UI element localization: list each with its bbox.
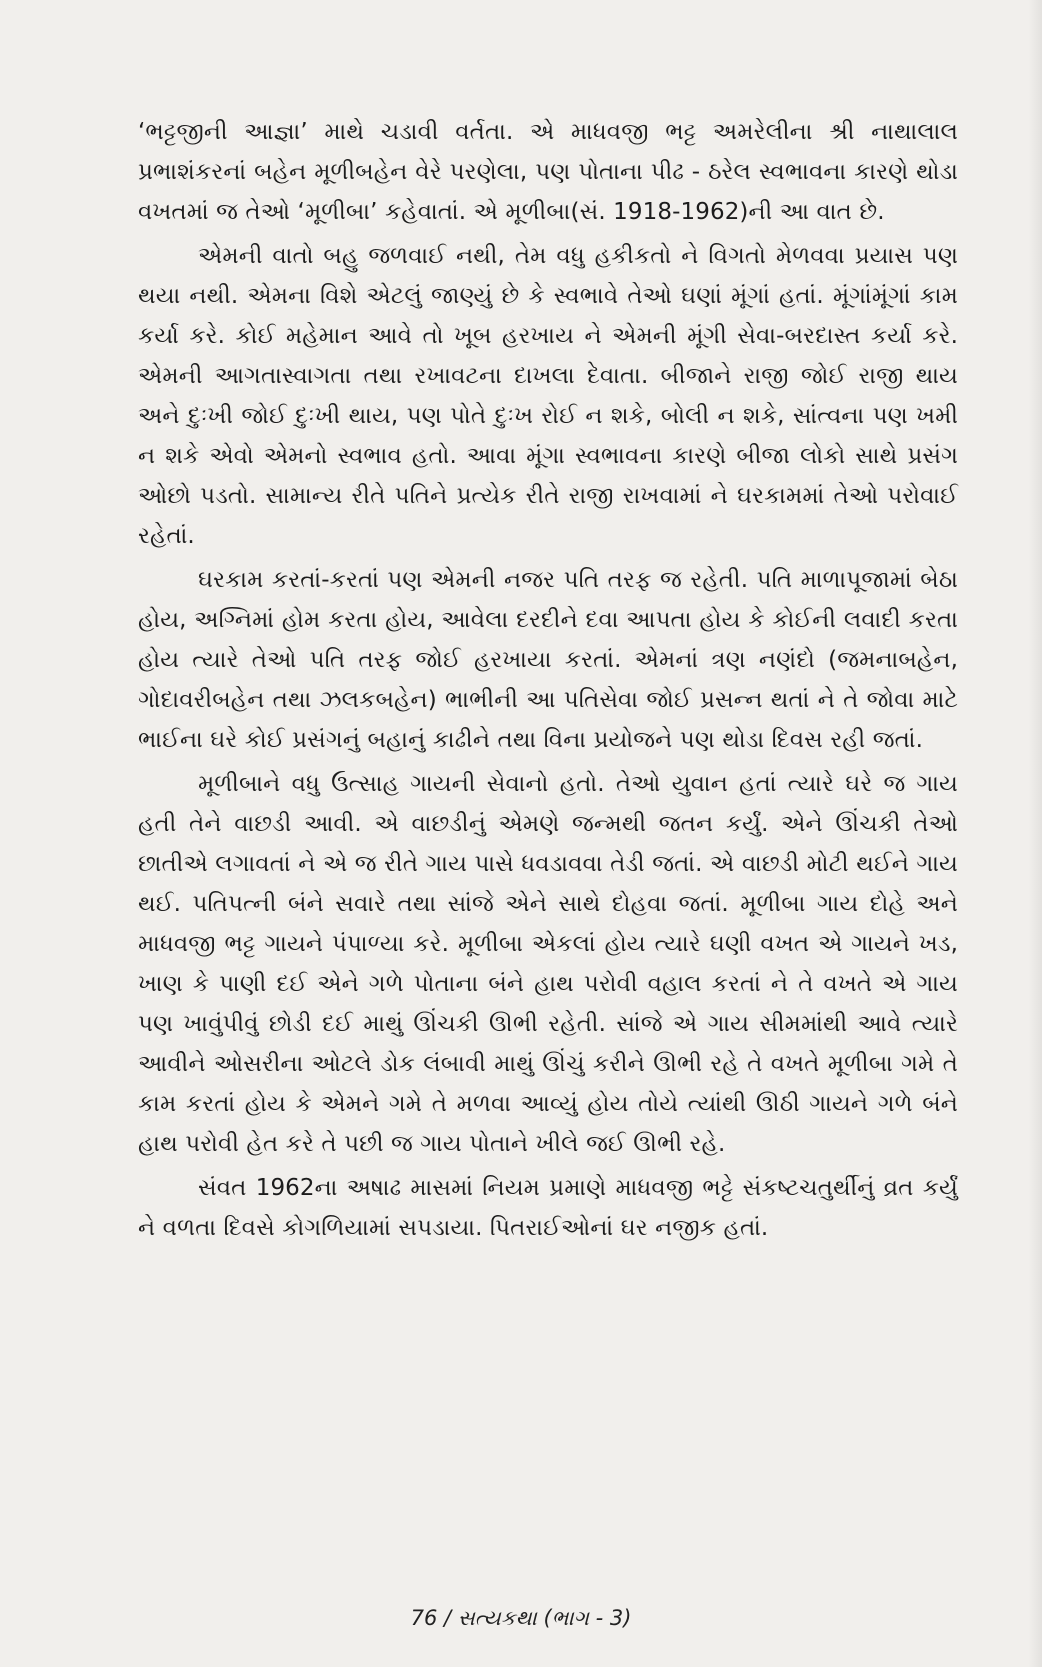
paragraph-5: સંવત 1962ના અષાઢ માસમાં નિયમ પ્રમાણે માધવજી ભટ્ટે સંકષ્ટચતુર્થીનું વ્રત કર્યું ને વળતા દિવસે કોગળિયામાં સપડાયા. પિતરાઈઓનાં ઘર નજીક હતાં. — [138, 1175, 958, 1241]
paragraph-4: મૂળીબાને વધુ ઉત્સાહ ગાયની સેવાનો હતો. તેઓ યુવાન હતાં ત્યારે ઘરે જ ગાય હતી તેને વાછડી આવી. એ વાછડીનું એમણે જન્મથી જતન કર્યું. એને ઊંચકી તેઓ છાતીએ લગાવતાં ને એ જ રીતે ગાય પાસે ધવડાવવા તેડી જતાં. એ વાછડી મોટી થઈને ગાય થઈ. પતિપત્ની બંને સવારે તથા સાંજે એને સાથે દોહવા જતાં. મૂળીબા ગાય દોહે અને માધવજી ભટ્ટ ગાયને પંપાળ્યા કરે. મૂળીબા એકલાં હોય ત્યારે ઘણી વખત એ ગાયને ખડ, ખાણ કે પાણી દઈ એને ગળે પોતાના બંને હાથ પરોવી વહાલ કરતાં ને તે વખતે એ ગાય પણ ખાવુંપીવું છોડી દઈ માથું ઊંચકી ઊભી રહેતી. સાંજે એ ગાય સીમમાંથી આવે ત્યારે આવીને ઓસરીના ઓટલે ડોક લંબાવી માથું ઊંચું કરીને ઊભી રહે તે વખતે મૂળીબા ગમે તે કામ કરતાં હોય કે એમને ગમે તે મળવા આવ્યું હોય તોયે ત્યાંથી ઊઠી ગાયને ગળે બંને હાથ પરોવી હેત કરે તે પછી જ ગાય પોતાને ખીલે જઈ ઊભી રહે. — [138, 771, 958, 1157]
paragraph-1: ‘ભટ્ટજીની આજ્ઞા’ માથે ચડાવી વર્તતા. એ માધવજી ભટ્ટ અમરેલીના શ્રી નાથાલાલ પ્રભાશંકરનાં બહેન મૂળીબહેન વેરે પરણેલા, પણ પોતાના પીઢ - ઠરેલ સ્વભાવના કારણે થોડા વખતમાં જ તેઓ ‘મૂળીબા’ કહેવાતાં. એ મૂળીબા(સં. 1918-1962)ની આ વાત છે. — [138, 119, 958, 225]
paragraph-3: ઘરકામ કરતાં-કરતાં પણ એમની નજર પતિ તરફ જ રહેતી. પતિ માળાપૂજામાં બેઠા હોય, અગ્નિમાં હોમ કરતા હોય, આવેલા દરદીને દવા આપતા હોય કે કોઈની લવાદી કરતા હોય ત્યારે તેઓ પતિ તરફ જોઈ હરખાયા કરતાં. એમનાં ત્રણ નણંદો (જમનાબહેન, ગોદાવરીબહેન તથા ઝલકબહેન) ભાભીની આ પતિસેવા જોઈ પ્રસન્ન થતાં ને તે જોવા માટે ભાઈના ઘરે કોઈ પ્રસંગનું બહાનું કાઢીને તથા વિના પ્રયોજને પણ થોડા દિવસ રહી જતાં. — [138, 567, 958, 753]
page-footer: 76 / સત્યકથા (ભાગ - 3) — [410, 1606, 632, 1630]
paragraph-2: એમની વાતો બહુ જળવાઈ નથી, તેમ વધુ હકીકતો ને વિગતો મેળવવા પ્રયાસ પણ થયા નથી. એમના વિશે એટલું જાણ્યું છે કે સ્વભાવે તેઓ ઘણાં મૂંગાં હતાં. મૂંગાંમૂંગાં કામ કર્યા કરે. કોઈ મહેમાન આવે તો ખૂબ હરખાય ને એમની મૂંગી સેવા-બરદાસ્ત કર્યા કરે. એમની આગતાસ્વાગતા તથા રખાવટના દાખલા દેવાતા. બીજાને રાજી જોઈ રાજી થાય અને દુઃખી જોઈ દુઃખી થાય, પણ પોતે દુઃખ રોઈ ન શકે, બોલી ન શકે, સાંત્વના પણ ખમી ન શકે એવો એમનો સ્વભાવ હતો. આવા મૂંગા સ્વભાવના કારણે બીજા લોકો સાથે પ્રસંગ ઓછો પડતો. સામાન્ય રીતે પતિને પ્રત્યેક રીતે રાજી રાખવામાં ને ઘરકામમાં તેઓ પરોવાઈ રહેતાં. — [138, 243, 958, 549]
